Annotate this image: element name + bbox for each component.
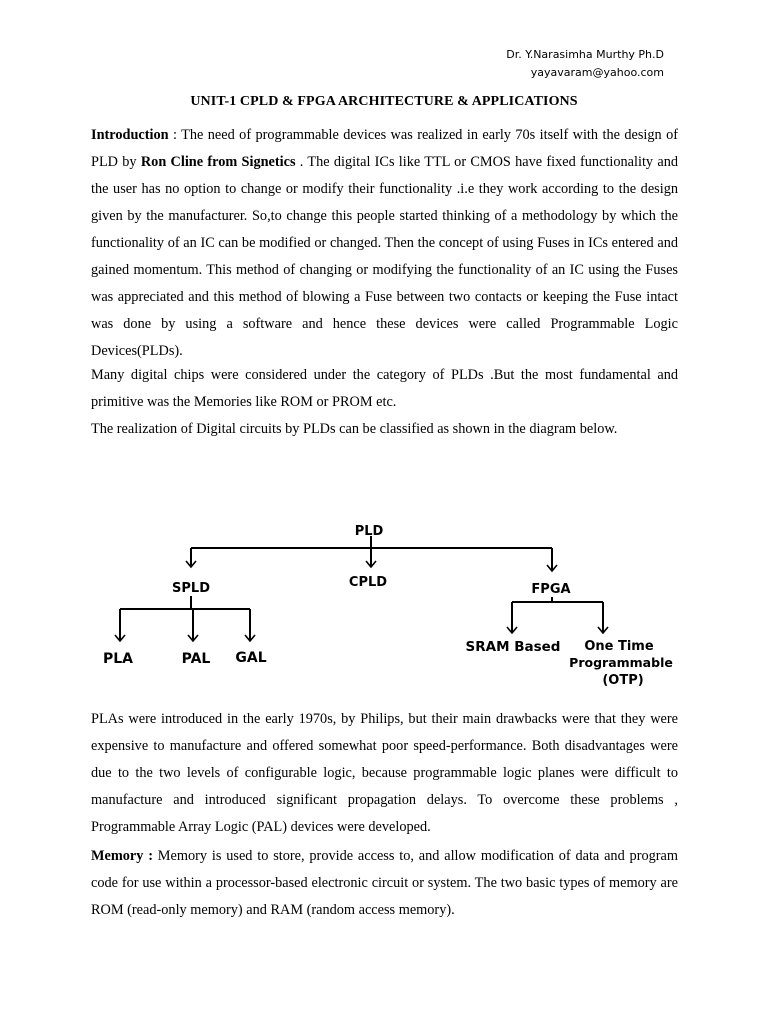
- node-otp-line2: Programmable: [569, 655, 673, 670]
- pla-arrow: [115, 635, 125, 641]
- node-pla: PLA: [102, 651, 134, 667]
- author-name: Dr. Y.Narasimha Murthy Ph.D: [506, 48, 664, 61]
- node-gal: GAL: [235, 650, 267, 666]
- cpld-arrow: [366, 561, 376, 567]
- intro-bold-name: Ron Cline from Signetics: [140, 154, 296, 170]
- intro-text-2: . The digital ICs like TTL or CMOS have fixed functionality and the user has no option to change or modify their functionality .i.e they work according to the design given by the manufacturer. So,to change this people started thinking of a methodology by which the functionality of an IC can be modified or changed. Then the concept of using Fuses in ICs entered and gained momentum. This method of changing or modifying the functionality of an IC using the Fuses was appreciated and this method of blowing a Fuse between two contacts or keeping the Fuse intact was done by using a software and hence these devices were called Programmable Logic Devices(PLDs).: [91, 154, 678, 359]
- many-chips-paragraph: Many digital chips were considered under the category of PLDs .But the most fundamental and primitive was the Memories like ROM or PROM etc.: [91, 367, 678, 410]
- memory-label: Memory :: [91, 848, 153, 864]
- node-otp-line3: (OTP): [602, 673, 644, 688]
- node-cpld: CPLD: [348, 575, 388, 590]
- memory-paragraph: [91, 843, 678, 924]
- spld-arrow: [186, 561, 196, 567]
- intro-paragraph: [91, 122, 678, 365]
- gal-arrow: [245, 635, 255, 641]
- fpga-arrow: [547, 565, 557, 571]
- plas-paragraph: PLAs were introduced in the early 1970s, by Philips, but their main drawbacks were that they were expensive to manufacture and offered somewhat poor speed-performance. Both disadvantages were due to the two levels of configurable logic, because programmable logic planes were difficult to manufacture and introduced significant propagation delays. To overcome these problems , Programmable Array Logic (PAL) devices were developed.: [91, 711, 678, 835]
- intro-label: Introduction: [91, 127, 169, 143]
- realization-paragraph: The realization of Digital circuits by PLDs can be classified as shown in the diagram below.: [91, 421, 618, 437]
- node-spld: SPLD: [172, 581, 210, 596]
- intro-text-1: : The need of programmable devices was realized in early 70s itself with the design of PLD by: [91, 127, 678, 170]
- node-pal: PAL: [181, 651, 211, 667]
- memory-text: Memory is used to store, provide access to, and allow modification of data and program code for use within a processor-based electronic circuit or system. The two basic types of memory are ROM (read-only memory) and RAM (random access memory).: [91, 848, 678, 918]
- sram-arrow: [507, 627, 517, 633]
- node-fpga: FPGA: [531, 582, 571, 597]
- author-email: yayavaram@yahoo.com: [530, 66, 664, 79]
- otp-arrow: [598, 627, 608, 633]
- node-otp-line1: One Time: [584, 639, 654, 654]
- node-pld: PLD: [354, 524, 384, 539]
- pal-arrow: [188, 635, 198, 641]
- node-sram-based: SRAM Based: [465, 639, 561, 655]
- page-header: [0, 46, 664, 82]
- document-title: UNIT-1 CPLD & FPGA ARCHITECTURE & APPLICATIONS: [190, 94, 578, 109]
